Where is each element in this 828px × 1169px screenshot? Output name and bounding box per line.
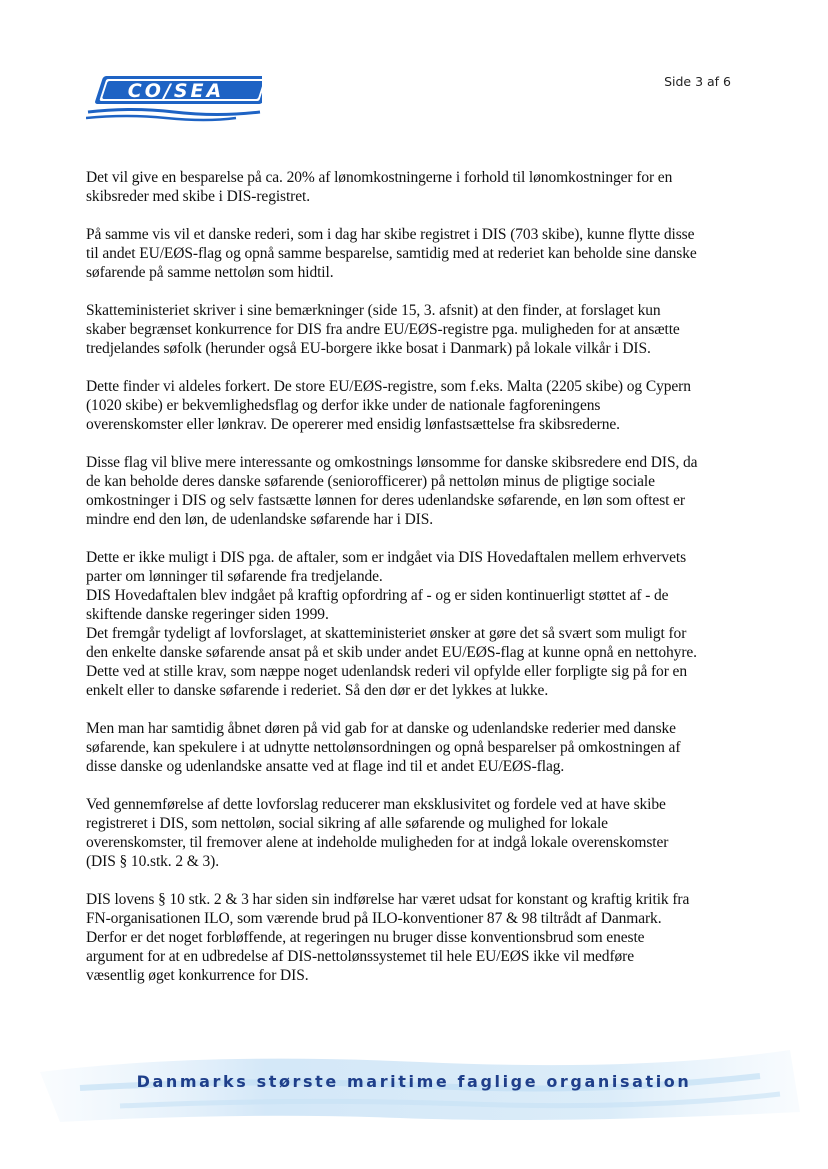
body-paragraph bbox=[86, 719, 736, 776]
body-paragraph bbox=[86, 890, 736, 985]
paragraph-line: tredjelandes søfolk (herunder også EU-borgere ikke bosat i Danmark) på lokale vilkår i DIS. bbox=[86, 340, 651, 357]
paragraph-line: skibsreder med skibe i DIS-registret. bbox=[86, 188, 311, 205]
paragraph-line: På samme vis vil et danske rederi, som i dag har skibe registret i DIS (703 skibe), kunne flytte disse bbox=[86, 226, 695, 243]
paragraph-line: registreret i DIS, som nettoløn, social sikring af alle søfarende og mulighed for lokale bbox=[86, 815, 608, 832]
paragraph-line: søfarende, kan spekulere i at udnytte nettolønsordningen og opnå besparelser på omkostningen af bbox=[86, 739, 681, 756]
paragraph-line: Derfor er det noget forbløffende, at regeringen nu bruger disse konventionsbrud som eneste bbox=[86, 929, 645, 946]
paragraph-line: parter om lønninger til søfarende fra tredjelande. bbox=[86, 568, 383, 585]
page-number: Side 3 af 6 bbox=[664, 74, 731, 89]
paragraph-line: Skatteministeriet skriver i sine bemærkninger (side 15, 3. afsnit) at den finder, at forslaget kun bbox=[86, 302, 661, 319]
paragraph-line: enkelt eller to danske søfarende i rederiet. Så den dør er det lykkes at lukke. bbox=[86, 682, 549, 699]
paragraph-line: Men man har samtidig åbnet døren på vid gab for at danske og udenlandske rederier med danske bbox=[86, 720, 676, 737]
paragraph-line: søfarende på samme nettoløn som hidtil. bbox=[86, 264, 334, 281]
paragraph-line: omkostninger i DIS og selv fastsætte lønnen for deres udenlandske søfarende, en løn som oftest er bbox=[86, 492, 685, 509]
letter-body bbox=[86, 168, 736, 1004]
paragraph-line: disse danske og udenlandske ansatte ved at flage ind til et andet EU/EØS-flag. bbox=[86, 758, 565, 775]
paragraph-line: overenskomster eller lønkrav. De opererer med ensidig lønfastsættelse fra skibsrederne. bbox=[86, 416, 620, 433]
paragraph-line: FN-organisationen ILO, som værende brud på ILO-konventioner 87 & 98 tiltrådt af Danmark. bbox=[86, 910, 662, 927]
paragraph-line: overenskomster, til fremover alene at indeholde muligheden for at indgå lokale overenskomster bbox=[86, 834, 669, 851]
paragraph-line: DIS lovens § 10 stk. 2 & 3 har siden sin indførelse har været udsat for konstant og kraftig kritik fra bbox=[86, 891, 690, 908]
paragraph-line: Dette finder vi aldeles forkert. De store EU/EØS-registre, som f.eks. Malta (2205 skibe) og Cypern bbox=[86, 378, 691, 395]
logo-text: CO/SEA bbox=[127, 80, 225, 102]
body-paragraph bbox=[86, 453, 736, 529]
paragraph-line: Dette er ikke muligt i DIS pga. de aftaler, som er indgået via DIS Hovedaftalen mellem erhvervets bbox=[86, 549, 687, 566]
body-paragraph bbox=[86, 301, 736, 358]
paragraph-line: til andet EU/EØS-flag og opnå samme besparelse, samtidig med at rederiet kan beholde sine danske bbox=[86, 245, 697, 262]
body-paragraph bbox=[86, 168, 736, 206]
paragraph-line: Ved gennemførelse af dette lovforslag reducerer man eksklusivitet og fordele ved at have skibe bbox=[86, 796, 666, 813]
footer-slogan: Danmarks største maritime faglige organisation bbox=[136, 1072, 692, 1091]
paragraph-line: (1020 skibe) er bekvemlighedsflag og derfor ikke under de nationale fagforeningens bbox=[86, 397, 601, 414]
paragraph-line: Det fremgår tydeligt af lovforslaget, at skatteministeriet ønsker at gøre det så svært som muligt for bbox=[86, 625, 687, 642]
cosea-logo bbox=[86, 74, 262, 126]
paragraph-line: skiftende danske regeringer siden 1999. bbox=[86, 606, 329, 623]
paragraph-line: Dette ved at stille krav, som næppe noget udenlandsk rederi vil opfylde eller forpligte sig på for en bbox=[86, 663, 687, 680]
paragraph-line: DIS Hovedaftalen blev indgået på kraftig opfordring af - og er siden kontinuerligt støttet af - de bbox=[86, 587, 669, 604]
body-paragraph bbox=[86, 795, 736, 871]
body-paragraph bbox=[86, 548, 736, 700]
body-paragraph bbox=[86, 377, 736, 434]
body-paragraph bbox=[86, 225, 736, 282]
paragraph-line: de kan beholde deres danske søfarende (seniorofficerer) på nettoløn minus de pligtige sociale bbox=[86, 473, 655, 490]
paragraph-line: (DIS § 10.stk. 2 & 3). bbox=[86, 853, 219, 870]
paragraph-line: skaber begrænset konkurrence for DIS fra andre EU/EØS-registre pga. muligheden for at ansætte bbox=[86, 321, 680, 338]
paragraph-line: væsentlig øget konkurrence for DIS. bbox=[86, 967, 309, 984]
paragraph-line: Disse flag vil blive mere interessante og omkostnings lønsomme for danske skibsredere end DIS, da bbox=[86, 454, 698, 471]
paragraph-line: mindre end den løn, de udenlandske søfarende har i DIS. bbox=[86, 511, 434, 528]
paragraph-line: Det vil give en besparelse på ca. 20% af lønomkostningerne i forhold til lønomkostninger for en bbox=[86, 169, 673, 186]
paragraph-line: argument for at en udbredelse af DIS-nettolønssystemet til hele EU/EØS ikke vil medføre bbox=[86, 948, 635, 965]
paragraph-line: den enkelte danske søfarende ansat på et skib under andet EU/EØS-flag at kunne opnå en nettohyre. bbox=[86, 644, 697, 661]
